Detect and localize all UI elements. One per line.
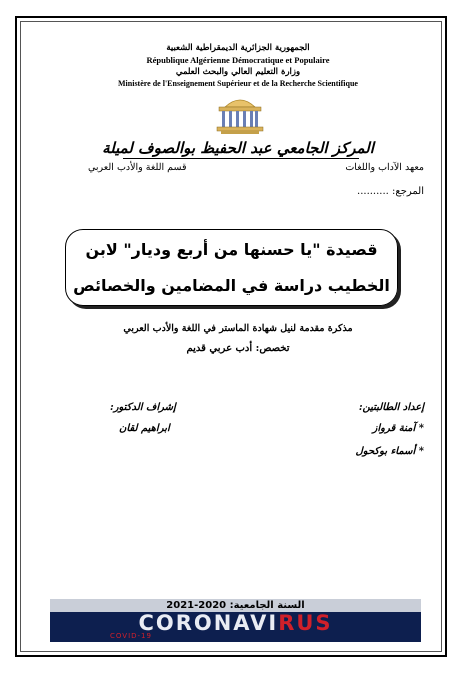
banner-word: [50, 611, 421, 635]
memo-description: مذكرة مقدمة لنيل شهادة الماستر في اللغة والأدب العربي: [123, 323, 353, 334]
divider: [123, 158, 359, 159]
specialty: تخصص: أدب عربي قديم: [186, 343, 290, 354]
header-country-ar: الجمهورية الجزائرية الديمقراطية الشعبية: [166, 43, 310, 53]
banner-word-b: RUS: [278, 611, 333, 635]
academic-year: السنة الجامعية: 2020-2021: [50, 599, 421, 612]
supervisor-label: إشراف الدكتور:: [110, 402, 176, 413]
university-center-name: المركز الجامعي عبد الحفيظ بوالصوف لميلة: [102, 139, 374, 157]
thesis-title-line-1: قصيدة "يا حسنها من أربع وديار" لابن: [85, 239, 378, 259]
university-logo: [211, 95, 269, 135]
banner-subtitle: COVID-19: [110, 632, 152, 640]
institute-name: معهد الآداب واللغات: [345, 162, 424, 173]
thesis-title-line-2: الخطيب دراسة في المضامين والخصائص: [73, 275, 390, 295]
department-name: قسم اللغة والأدب العربي: [88, 162, 187, 173]
banner-word-a: CORONAVI: [138, 611, 279, 635]
thesis-title-box: [65, 229, 398, 306]
student-name-1: * آمنة قرواز: [372, 423, 424, 434]
supervisor-name: ابراهيم لقان: [119, 423, 170, 434]
prepared-by-label: إعداد الطالبتين:: [358, 402, 424, 413]
header-ministry-fr: Ministère de l'Enseignement Supérieur et de la Recherche Scientifique: [118, 79, 358, 88]
student-name-2: * أسماء بوكحول: [355, 446, 424, 457]
header-ministry-ar: وزارة التعليم العالي والبحث العلمي: [175, 67, 301, 77]
header-country-fr: République Algérienne Démocratique et Populaire: [146, 55, 330, 65]
covid-banner: [50, 599, 421, 642]
reference-field: المرجع: ..........: [357, 186, 424, 197]
